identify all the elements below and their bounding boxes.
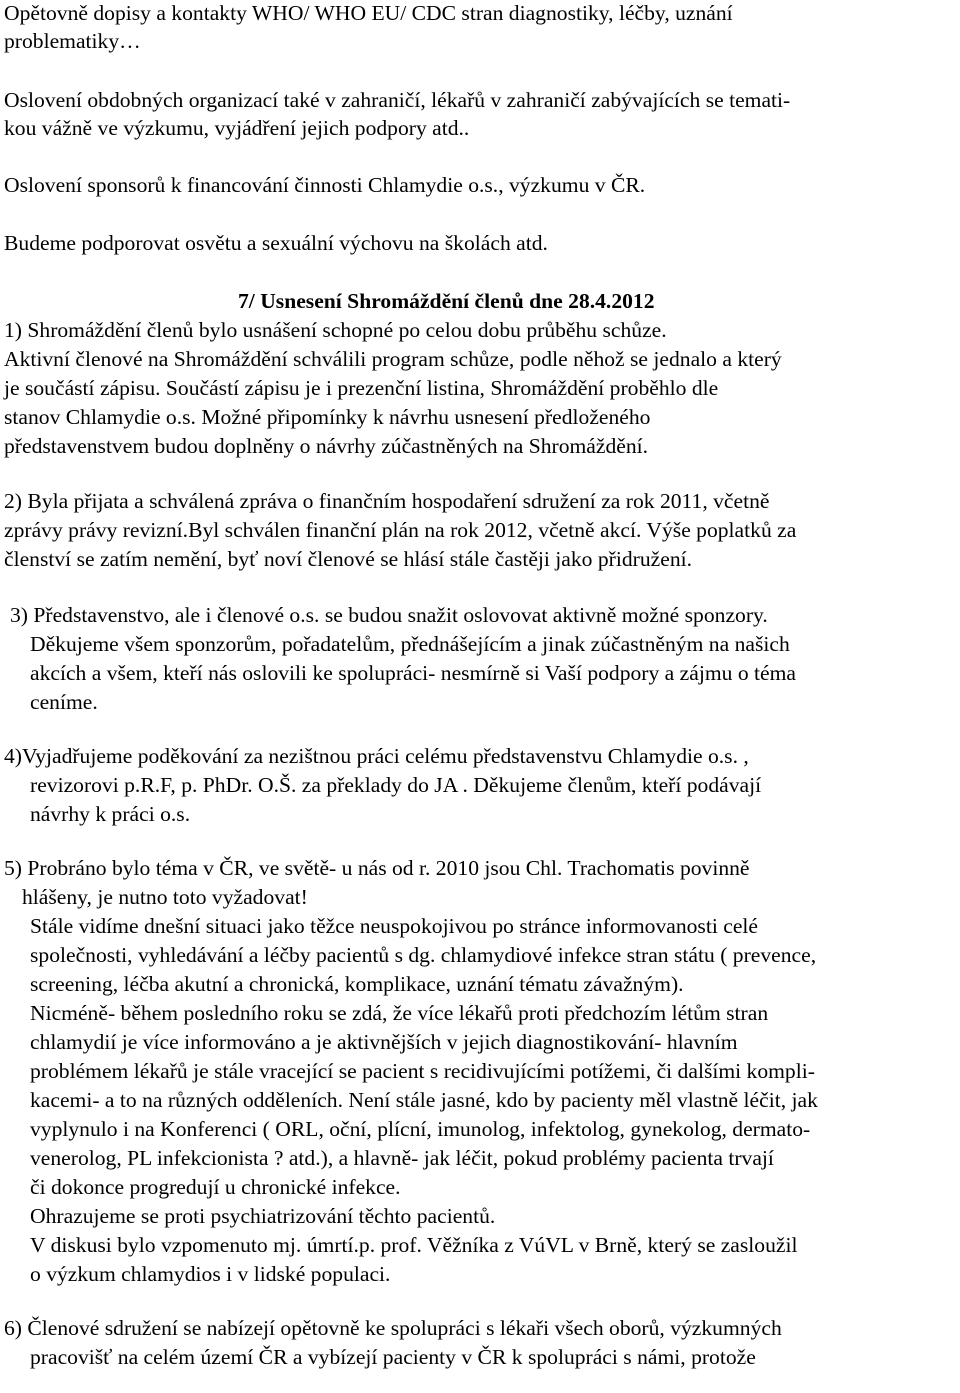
text-line: je součástí zápisu. Součástí zápisu je i prezenční listina, Shromáždění proběhlo dle (4, 376, 719, 400)
text-line: problémem lékařů je stále vracející se pacient s recidivujícími potížemi, či dalšími kompli- (30, 1059, 815, 1083)
text-line: Ohrazujeme se proti psychiatrizování těchto pacientů. (30, 1204, 496, 1228)
text-line: Oslovení sponsorů k financování činnosti Chlamydie o.s., výzkumu v ČR. (4, 173, 646, 197)
text-line: Nicméně- během posledního roku se zdá, že více lékařů proti předchozím létům stran (30, 1001, 769, 1025)
text-line: hlášeny, je nutno toto vyžadovat! (22, 885, 308, 909)
text-line: problematiky… (4, 29, 141, 53)
text-line: členství se zatím nemění, byť noví členové se hlásí stále častěji jako přidružení. (4, 547, 693, 571)
text-line: V diskusi bylo vzpomenuto mj. úmrtí.p. prof. Věžníka z VúVL v Brně, který se zasloužil (30, 1233, 798, 1257)
text-line: 4)Vyjadřujeme poděkování za nezištnou práci celému představenstvu Chlamydie o.s. , (4, 744, 749, 768)
text-line: Stále vidíme dnešní situaci jako těžce neuspokojivou po stránce informovanosti celé (30, 914, 758, 938)
text-line: kacemi- a to na různých odděleních. Není stále jasné, kdo by pacienty měl vlastně léčit, jak (30, 1088, 818, 1112)
text-line: 5) Probráno bylo téma v ČR, ve světě- u nás od r. 2010 jsou Chl. Trachomatis povinně (4, 856, 750, 880)
text-line: 6) Členové sdružení se nabízejí opětovně ke spolupráci s lékaři všech oborů, výzkumných (4, 1316, 782, 1340)
text-line: vyplynulo i na Konferenci ( ORL, oční, plícní, imunolog, infektolog, gynekolog, dermato- (30, 1117, 811, 1141)
text-line: akcích a všem, kteří nás oslovili ke spolupráci- nesmírně si Vaší podpory a zájmu o téma (30, 661, 796, 685)
text-line: 1) Shromáždění členů bylo usnášení schopné po celou dobu průběhu schůze. (4, 318, 667, 342)
text-line: stanov Chlamydie o.s. Možné připomínky k návrhu usnesení předloženého (4, 405, 651, 429)
text-line: screening, léčba akutní a chronická, komplikace, uznání tématu závažným). (30, 972, 684, 996)
text-line: představenstvem budou doplněny o návrhy zúčastněných na Shromáždění. (4, 434, 649, 458)
text-line: pracovišť na celém území ČR a vybízejí pacienty v ČR k spolupráci s námi, protože (30, 1345, 756, 1369)
text-line: revizorovi p.R.F, p. PhDr. O.Š. za překlady do JA . Děkujeme členům, kteří podávají (30, 773, 762, 797)
text-line: 2) Byla přijata a schválená zpráva o finančním hospodaření sdružení za rok 2011, včetně (4, 489, 770, 513)
text-line: ceníme. (30, 690, 98, 714)
text-line: Opětovně dopisy a kontakty WHO/ WHO EU/ CDC stran diagnostiky, léčby, uznání (4, 1, 733, 25)
text-line: Aktivní členové na Shromáždění schválili program schůze, podle něhož se jednalo a který (4, 347, 782, 371)
text-line: Budeme podporovat osvětu a sexuální výchovu na školách atd. (4, 231, 548, 255)
text-line: Oslovení obdobných organizací také v zahraničí, lékařů v zahraničí zabývajících se temati- (4, 88, 791, 112)
text-line: chlamydií je více informováno a je aktivnějších v jejich diagnostikování- hlavním (30, 1030, 738, 1054)
text-line: 3) Představenstvo, ale i členové o.s. se budou snažit oslovovat aktivně možné sponzory. (10, 603, 768, 627)
text-line: Děkujeme všem sponzorům, pořadatelům, přednášejícím a jinak zúčastněným na našich (30, 632, 790, 656)
text-line: kou vážně ve výzkumu, vyjádření jejich podpory atd.. (4, 116, 470, 140)
text-line: o výzkum chlamydios i v lidské populaci. (30, 1262, 391, 1286)
text-line: společnosti, vyhledávání a léčby pacientů s dg. chlamydiové infekce stran státu ( prevence, (30, 943, 817, 967)
text-line: či dokonce progredují u chronické infekce. (30, 1175, 401, 1199)
text-line: zprávy právy revizní.Byl schválen finanční plán na rok 2012, včetně akcí. Výše poplatků za (4, 518, 797, 542)
text-line: venerolog, PL infekcionista ? atd.), a hlavně- jak léčit, pokud problémy pacienta trvají (30, 1146, 774, 1170)
section-heading: 7/ Usnesení Shromáždění členů dne 28.4.2012 (238, 289, 655, 313)
text-line: návrhy k práci o.s. (30, 802, 191, 826)
